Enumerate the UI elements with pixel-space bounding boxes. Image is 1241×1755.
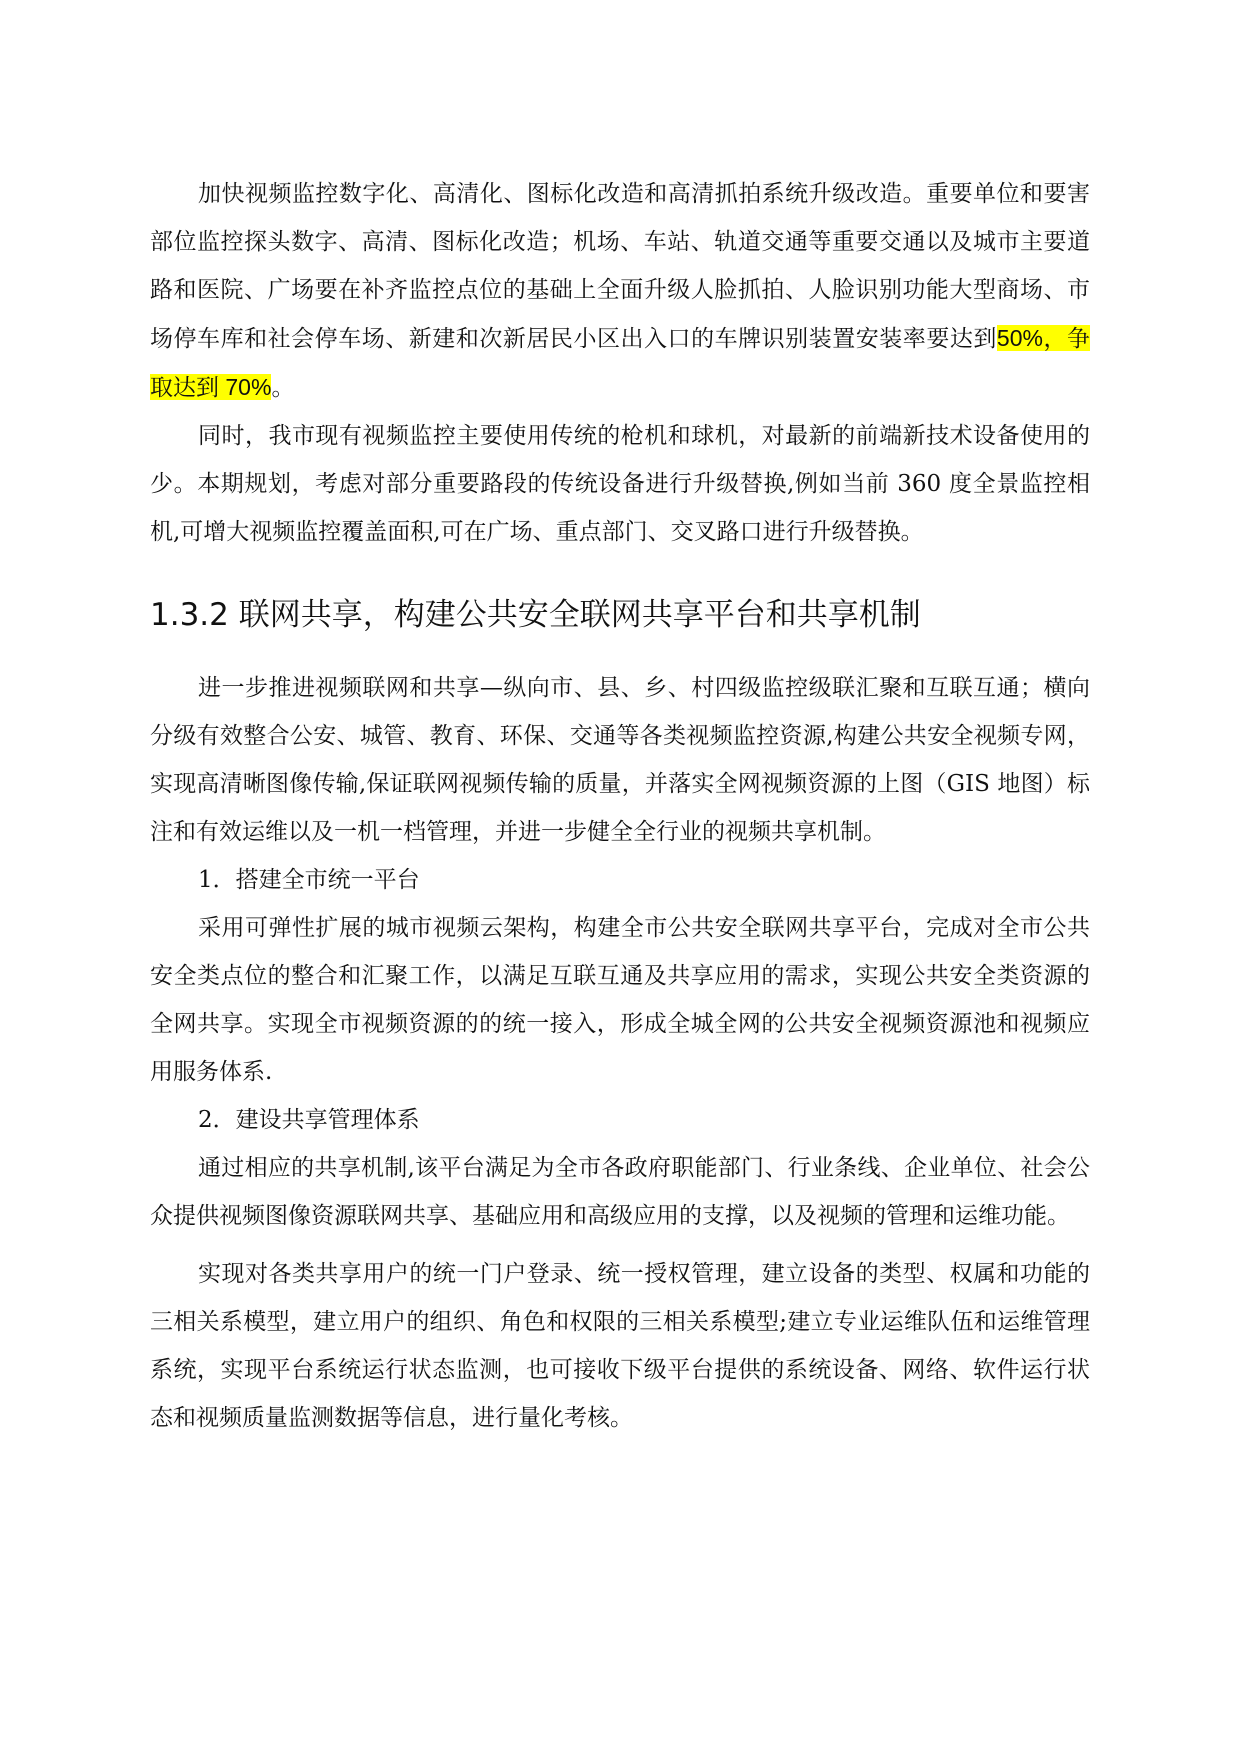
document-body: [150, 170, 1090, 1442]
list-item-sharing-system: 2．建设共享管理体系: [198, 1107, 420, 1133]
paragraph-end: 。: [271, 375, 295, 401]
paragraph-text: 加快视频监控数字化、高清化、图标化改造和高清抓拍系统升级改造。重要单位和要害部位监控探头数字、高清、图标化改造；机场、车站、轨道交通等重要交通以及城市主要道路和医院、广场要在补齐监控点位的基础上全面升级人脸抓拍、人脸识别功能大型商场、市场停车库和社会停车场、新建和次新居民小区出入口的车牌识别装置安装率要达到: [150, 181, 1090, 352]
paragraph-upgrade-monitoring: [150, 170, 1090, 412]
paragraph-sharing-mechanism: 通过相应的共享机制,该平台满足为全市各政府职能部门、行业条线、企业单位、社会公众提供视频图像资源联网共享、基础应用和高级应用的支撑，以及视频的管理和运维功能。: [150, 1155, 1090, 1229]
list-item-unified-platform: 1．搭建全市统一平台: [198, 867, 420, 893]
section-heading: 1.3.2 联网共享，构建公共安全联网共享平台和共享机制: [150, 597, 921, 633]
paragraph-user-management: 实现对各类共享用户的统一门户登录、统一授权管理，建立设备的类型、权属和功能的三相关系模型，建立用户的组织、角色和权限的三相关系模型;建立专业运维队伍和运维管理系统，实现平台系统运行状态监测，也可接收下级平台提供的系统设备、网络、软件运行状态和视频质量监测数据等信息，进行量化考核。: [150, 1261, 1090, 1431]
highlighted-target-rate: 50%，争取达到 70%: [150, 325, 1090, 400]
paragraph-cloud-architecture: 采用可弹性扩展的城市视频云架构，构建全市公共安全联网共享平台，完成对全市公共安全类点位的整合和汇聚工作，以满足互联互通及共享应用的需求，实现公共安全类资源的全网共享。实现全市视频资源的的统一接入，形成全城全网的公共安全视频资源池和视频应用服务体系.: [150, 915, 1090, 1085]
paragraph-equipment-replacement: 同时，我市现有视频监控主要使用传统的枪机和球机，对最新的前端新技术设备使用的少。本期规划，考虑对部分重要路段的传统设备进行升级替换,例如当前 360 度全景监控相机,可增大视频监控覆盖面积,可在广场、重点部门、交叉路口进行升级替换。: [150, 423, 1090, 545]
paragraph-video-networking: 进一步推进视频联网和共享—纵向市、县、乡、村四级监控级联汇聚和互联互通；横向分级有效整合公安、城管、教育、环保、交通等各类视频监控资源,构建公共安全视频专网，实现高清晰图像传输,保证联网视频传输的质量，并落实全网视频资源的上图（GIS 地图）标注和有效运维以及一机一档管理，并进一步健全全行业的视频共享机制。: [150, 675, 1090, 845]
paragraph-spacer: [150, 1240, 1090, 1250]
